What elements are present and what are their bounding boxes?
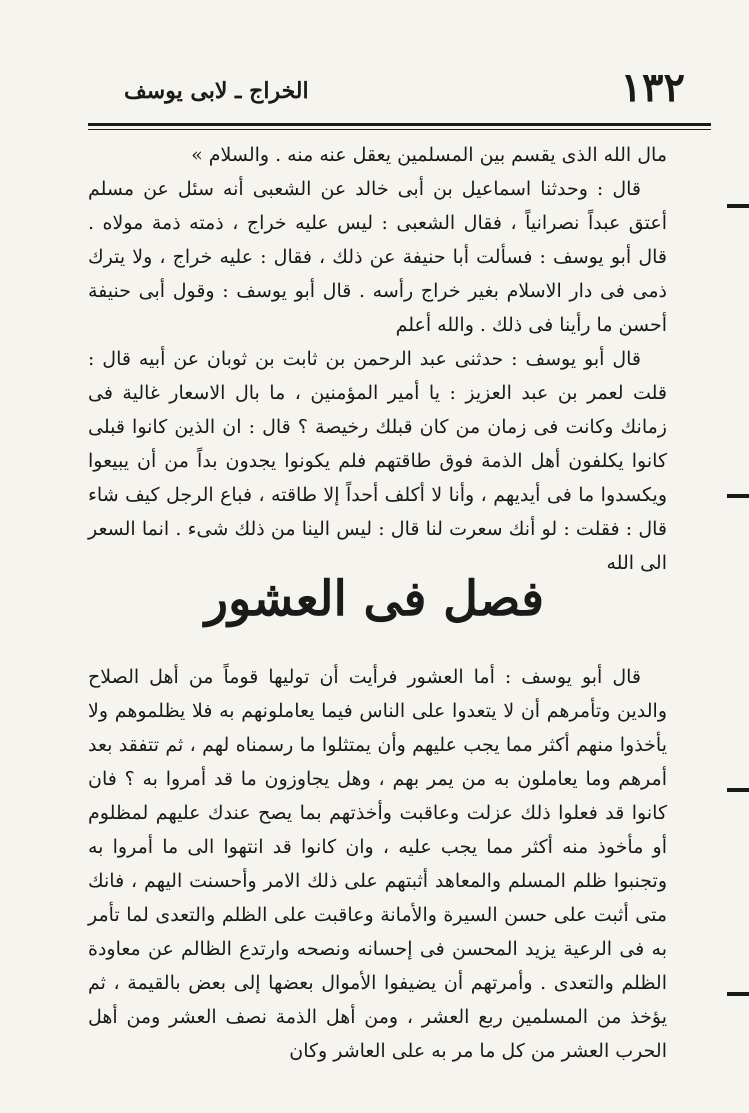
paragraph: مال الله الذى يقسم بين المسلمين يعقل عنه منه . والسلام » xyxy=(191,144,667,166)
page-number: ١٣٢ xyxy=(620,64,685,111)
paragraph: قال أبو يوسف : أما العشور فرأيت أن توليها قوماً من أهل الصلاح والدين وتأمرهم أن لا يتعدوا على الناس فيما يعاملونهم به فلا يظلموهم ولا يأخذوا منهم أكثر مما يجب عليهم وأن يمتثلوا ما رسمناه لهم ، ثم تتفقد بعد أمرهم وما يعاملون به من يمر بهم ، وهل يجاوزون ما قد أمروا به ؟ فان كانوا قد فعلوا ذلك عزلت وعاقبت وأخذتهم بما يصح عندك عليهم لمظلوم أو مأخوذ منه أكثر مما يجب عليه ، وان كانوا قد انتهوا الى ما أمروا به وتجنبوا ظلم المسلم والمعاهد أثبتهم على ذلك الامر وأحسنت اليهم ، فانك متى أثبت على حسن السيرة والأمانة وعاقبت على الظلم والتعدى لما تأمر به فى الرعية يزيد المحسن فى إحسانه ونصحه وارتدع الظالم عن معاودة الظلم والتعدى . وأمرتهم أن يضيفوا الأموال بعضها إلى بعض بالقيمة ، ثم يؤخذ من المسلمين ربع العشر ، ومن أهل الذمة نصف العشر ومن أهل الحرب العشر من كل ما مر به على العاشر وكان xyxy=(88,666,667,1062)
running-title: الخراج ـ لابى يوسف xyxy=(124,78,309,104)
margin-mark xyxy=(727,494,749,498)
paragraph: قال : وحدثنا اسماعيل بن أبى خالد عن الشعبى أنه سئل عن مسلم أعتق عبداً نصرانياً ، فقال الشعبى : ليس عليه خراج ، ذمته ذمة مولاه . قال أبو يوسف : فسألت أبا حنيفة عن ذلك ، فقال : عليه خراج ، ولا يترك ذمى فى دار الاسلام بغير خراج رأسه . قال أبو يوسف : وقول أبى حنيفة أحسن ما رأينا فى ذلك . والله أعلم xyxy=(88,178,667,336)
section-heading: فصل فى العشور xyxy=(204,571,545,627)
section-one-text xyxy=(88,138,667,580)
paragraph: قال أبو يوسف : حدثنى عبد الرحمن بن ثابت بن ثوبان عن أبيه قال : قلت لعمر بن عبد العزيز : يا أمير المؤمنين ، ما بال الاسعار غالية فى زمانك وكانت فى زمان من كان قبلك رخيصة ؟ قال : ان الذين كانوا قبلى كانوا يكلفون أهل الذمة فوق طاقتهم فلم يكونوا يجدون بداً من أن يبيعوا ويكسدوا ما فى أيديهم ، وأنا لا أكلف أحداً إلا طاقته ، فباع الرجل كيف شاء قال : فقلت : لو أنك سعرت لنا قال : ليس الينا من ذلك شىء . انما السعر الى الله xyxy=(88,348,667,574)
page-header xyxy=(88,60,689,124)
margin-mark xyxy=(727,204,749,208)
margin-mark xyxy=(727,992,749,996)
section-two-text xyxy=(88,660,667,1068)
header-rule-thick xyxy=(88,123,711,126)
header-rule-thin xyxy=(88,129,711,130)
margin-mark xyxy=(727,788,749,792)
